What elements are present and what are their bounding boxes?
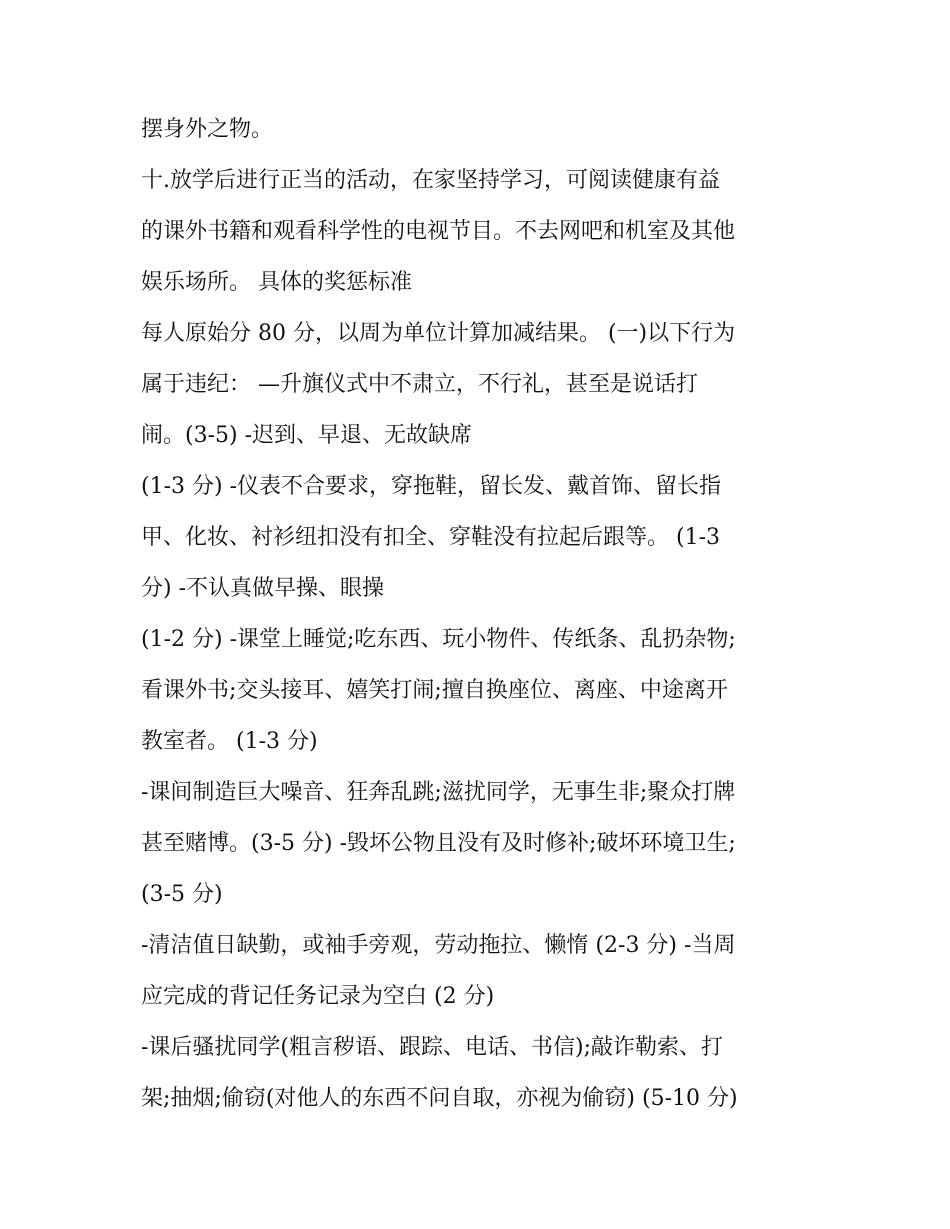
text-line: 每人原始分 80 分，以周为单位计算加减结果。 (一)以下行为: [141, 321, 736, 346]
text-line: -清洁值日缺勤，或袖手旁观，劳动拖拉、懒惰 (2-3 分) -当周: [141, 933, 736, 958]
text-line: 教室者。 (1-3 分): [141, 729, 318, 754]
text-line: 摆身外之物。: [141, 117, 274, 142]
document-body: [141, 108, 831, 1128]
text-line: 架;抽烟;偷窃(对他人的东西不问自取，亦视为偷窃) (5-10 分): [141, 1086, 738, 1111]
text-line: 十.放学后进行正当的活动，在家坚持学习，可阅读健康有益: [141, 168, 720, 193]
text-line: (1-3 分) -仪表不合要求，穿拖鞋，留长发、戴首饰、留长指: [141, 474, 722, 499]
text-line: 娱乐场所。 具体的奖惩标准: [141, 270, 412, 295]
text-line: (3-5 分): [141, 882, 223, 907]
text-line: 甲、化妆、衬衫纽扣没有扣全、穿鞋没有拉起后跟等。 (1-3: [141, 525, 721, 550]
text-line: 甚至赌博。(3-5 分) -毁坏公物且没有及时修补;破坏环境卫生;: [141, 831, 736, 856]
text-line: 的课外书籍和观看科学性的电视节目。不去网吧和机室及其他: [141, 219, 736, 244]
text-line: 看课外书;交头接耳、嬉笑打闹;擅自换座位、离座、中途离开: [141, 678, 728, 703]
text-line: 分) -不认真做早操、眼操: [141, 576, 385, 601]
text-line: 闹。(3-5) -迟到、早退、无故缺席: [141, 423, 473, 448]
text-line: 属于违纪： —升旗仪式中不肃立，不行礼，甚至是说话打: [141, 372, 698, 397]
text-line: 应完成的背记任务记录为空白 (2 分): [141, 984, 495, 1009]
text-line: (1-2 分) -课堂上睡觉;吃东西、玩小物件、传纸条、乱扔杂物;: [141, 627, 736, 652]
text-line: -课后骚扰同学(粗言秽语、跟踪、电话、书信);敲诈勒索、打: [141, 1035, 724, 1060]
text-line: -课间制造巨大噪音、狂奔乱跳;滋扰同学，无事生非;聚众打牌: [141, 780, 736, 805]
